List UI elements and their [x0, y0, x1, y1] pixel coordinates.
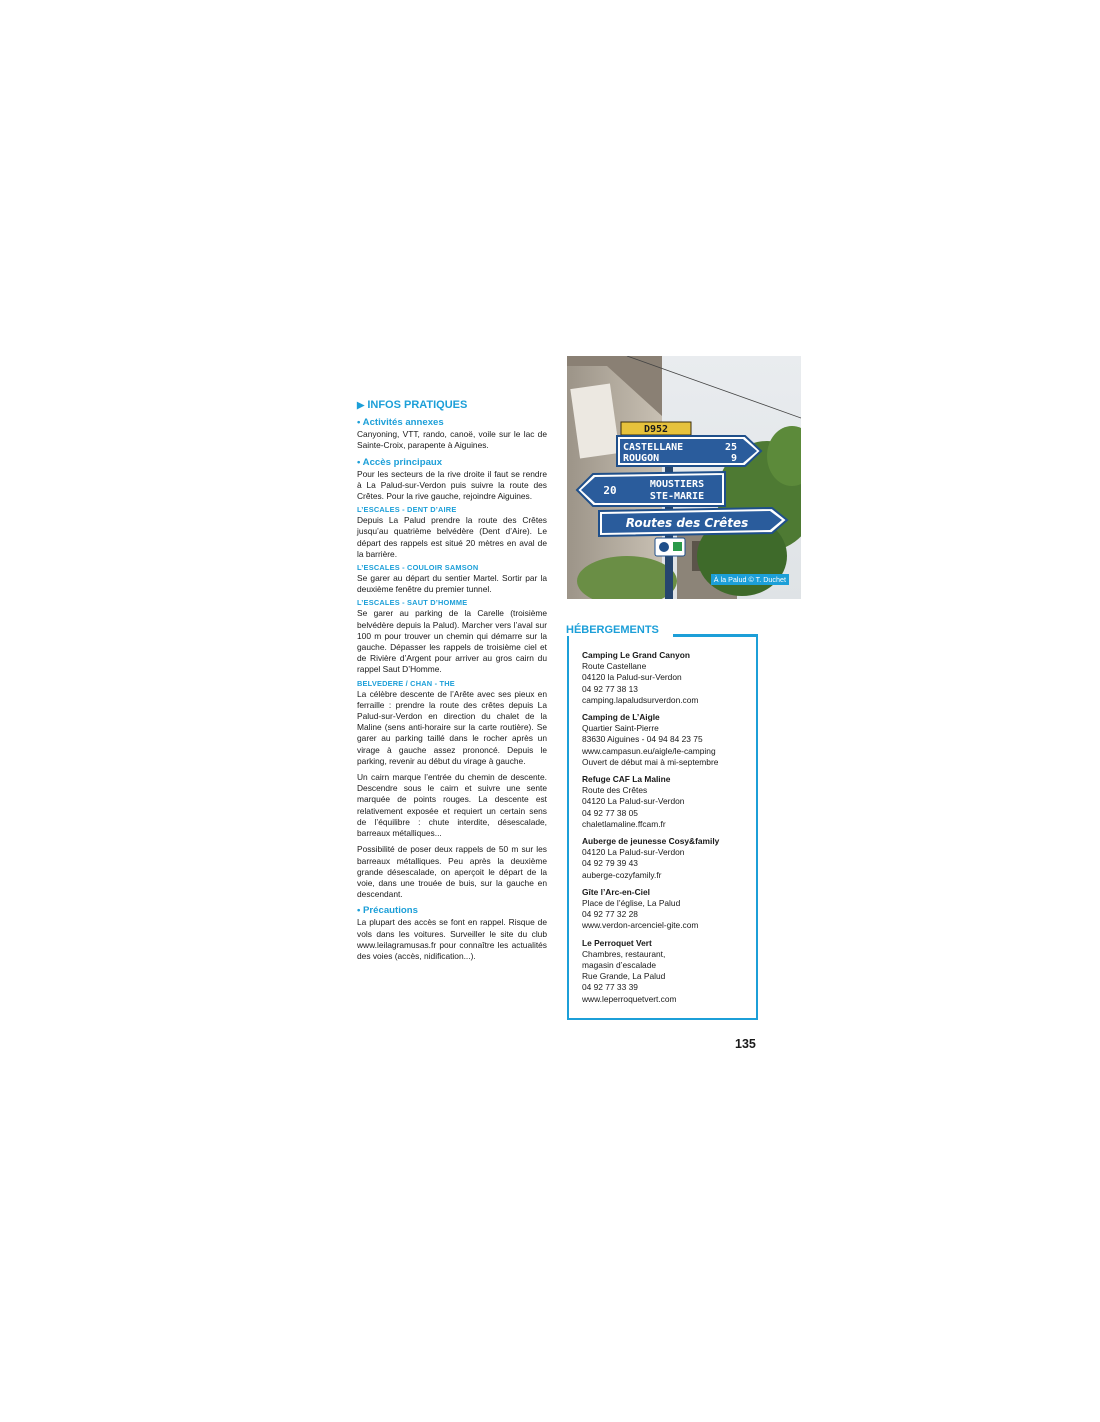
hebergement-detail-line: Route Castellane	[582, 661, 647, 672]
hebergement-detail-line: camping.lapaludsurverdon.com	[582, 694, 699, 705]
sign3-text: Routes des Crêtes	[625, 516, 749, 530]
hebergement-detail-line: www.leperroquetvert.com	[582, 993, 677, 1004]
hebergement-detail-line: Place de l’église, La Palud	[582, 898, 681, 909]
sign1-num2: 9	[730, 453, 737, 464]
hebergement-entry	[582, 938, 752, 1005]
hebergement-detail-line: 04 92 77 38 05	[582, 807, 638, 818]
hebergement-detail-line: 83630 Aiguines - 04 94 84 23 75	[582, 734, 703, 745]
section-heading: • Accès principaux	[357, 456, 443, 468]
hebergements-list	[582, 650, 752, 1011]
hebergement-detail-line: 04 92 77 33 39	[582, 982, 638, 993]
section-paragraph: Un cairn marque l’entrée du chemin de descente. Descendre sous le cairn et suivre une sente marquée de points rouges. La descente est relativement exposée et requiert un certain sens de l’équilibre : chute interdite, désescalade, barreaux métalliques...	[357, 772, 547, 839]
section-heading: • Activités annexes	[357, 417, 444, 429]
hebergement-entry	[582, 836, 752, 881]
section-paragraph: Se garer au départ du sentier Martel. Sortir par la deuxième fenêtre du premier tunnel.	[357, 573, 547, 595]
infos-sections	[357, 417, 547, 962]
photo-caption: À la Palud © T. Duchet	[711, 574, 789, 585]
hebergement-detail-line: 04120 la Palud-sur-Verdon	[582, 672, 682, 683]
hebergement-detail-line: Quartier Saint-Pierre	[582, 723, 659, 734]
section-paragraph: Depuis La Palud prendre la route des Crêtes jusqu’au quatrième belvédère (Dent d’Aire). Le départ des rappels est situé 20 mètres en aval de la barrière.	[357, 515, 547, 559]
road-signs-illustration	[567, 356, 801, 599]
infos-pratiques-title-text: INFOS PRATIQUES	[367, 399, 468, 411]
infos-pratiques-title	[357, 400, 547, 411]
hebergement-detail-line: 04 92 79 39 43	[582, 858, 638, 869]
hebergement-detail-line: Rue Grande, La Palud	[582, 971, 666, 982]
section-heading: L’ESCALES - SAUT D’HOMME	[357, 598, 468, 608]
hebergement-detail-line: 04 92 77 32 28	[582, 909, 638, 920]
hebergement-name: Refuge CAF La Maline	[582, 774, 671, 785]
page-number: 135	[735, 1037, 756, 1051]
section-paragraph: Pour les secteurs de la rive droite il faut se rendre à La Palud-sur-Verdon puis suivre la route des Crêtes. Pour la rive gauche, rejoindre Aiguines.	[357, 468, 547, 502]
section-heading: L’ESCALES - DENT D’AIRE	[357, 505, 457, 515]
road-signs-photo	[567, 356, 801, 599]
section-paragraph: La célèbre descente de l’Arête avec ses pieux en ferraille : prendre la route des crêtes depuis La Palud-sur-Verdon en direction du chalet de la Maline (sens anti-horaire sur la carte routière). Se garer au parking taillé dans le rocher après un virage à gauche assez prononcé. Depuis le parking, revenir au début du virage à gauche.	[357, 688, 547, 766]
triangle-icon: ▶	[357, 400, 365, 411]
infos-pratiques-column	[357, 400, 547, 962]
hebergements-title: HÉBERGEMENTS	[566, 624, 665, 636]
section-paragraph: La plupart des accès se font en rappel. Risque de vols dans les voitures. Surveiller le site du club www.leilagramusas.fr pour connaître les actualités des voies (accès, nidification...).	[357, 917, 547, 961]
section-paragraph: Se garer au parking de la Carelle (troisième belvédère depuis la Palud). Marcher vers l’aval sur 100 m pour trouver un chemin qui démarre sur la gauche. Dépasser les rappels de troisième ciel et de Rivière d’Argent pour arriver au gros cairn du rappel Saut D’Homme.	[357, 608, 547, 675]
hebergement-detail-line: Chambres, restaurant,	[582, 948, 666, 959]
hebergement-detail-line: 04120 La Palud-sur-Verdon	[582, 847, 685, 858]
hebergement-detail-line: Ouvert de début mai à mi-septembre	[582, 756, 719, 767]
hebergement-entry	[582, 712, 752, 768]
sign1-num1: 25	[724, 442, 737, 453]
hebergement-detail-line: 04 92 77 38 13	[582, 683, 638, 694]
hebergement-entry	[582, 887, 752, 932]
hebergement-name: Gîte l’Arc-en-Ciel	[582, 886, 650, 897]
hebergement-detail-line: chaletlamaline.ffcam.fr	[582, 818, 666, 829]
hebergement-detail-line: 04120 La Palud-sur-Verdon	[582, 796, 685, 807]
hebergement-name: Auberge de jeunesse Cosy&family	[582, 836, 720, 847]
section-paragraph: Possibilité de poser deux rappels de 50 m sur les barreaux métalliques. Peu après la deuxième grande désescalade, on aperçoit le départ de la voie, dans une trouée de buis, sur la gauche en descendant.	[357, 844, 547, 900]
hebergement-name: Camping Le Grand Canyon	[582, 650, 690, 660]
hebergement-entry	[582, 650, 752, 706]
road-number-text: D952	[643, 424, 669, 435]
sign2-num: 20	[603, 484, 617, 497]
hebergement-name: Le Perroquet Vert	[582, 937, 652, 948]
sign2-line1: MOUSTIERS	[649, 479, 705, 490]
section-heading: BELVEDERE / CHAN - THE	[357, 678, 455, 688]
hebergement-detail-line: Route des Crêtes	[582, 785, 648, 796]
hebergement-name: Camping de L’Aigle	[582, 712, 660, 723]
hebergement-detail-line: auberge-cozyfamily.fr	[582, 869, 662, 880]
sign1-line2: ROUGON	[623, 453, 660, 464]
hebergements-box-top-border	[673, 634, 757, 637]
section-heading: L’ESCALES - COULOIR SAMSON	[357, 563, 479, 573]
section-heading: • Précautions	[357, 905, 418, 917]
sign2-line2: STE-MARIE	[649, 491, 705, 502]
hebergement-detail-line: magasin d’escalade	[582, 960, 657, 971]
hebergement-detail-line: www.verdon-arcenciel-gite.com	[582, 920, 699, 931]
hebergement-entry	[582, 774, 752, 830]
hebergement-detail-line: www.campasun.eu/aigle/le-camping	[582, 745, 716, 756]
section-paragraph: Canyoning, VTT, rando, canoë, voile sur le lac de Sainte-Croix, parapente à Aiguines.	[357, 429, 547, 451]
sign1-line1: CASTELLANE	[623, 442, 684, 453]
